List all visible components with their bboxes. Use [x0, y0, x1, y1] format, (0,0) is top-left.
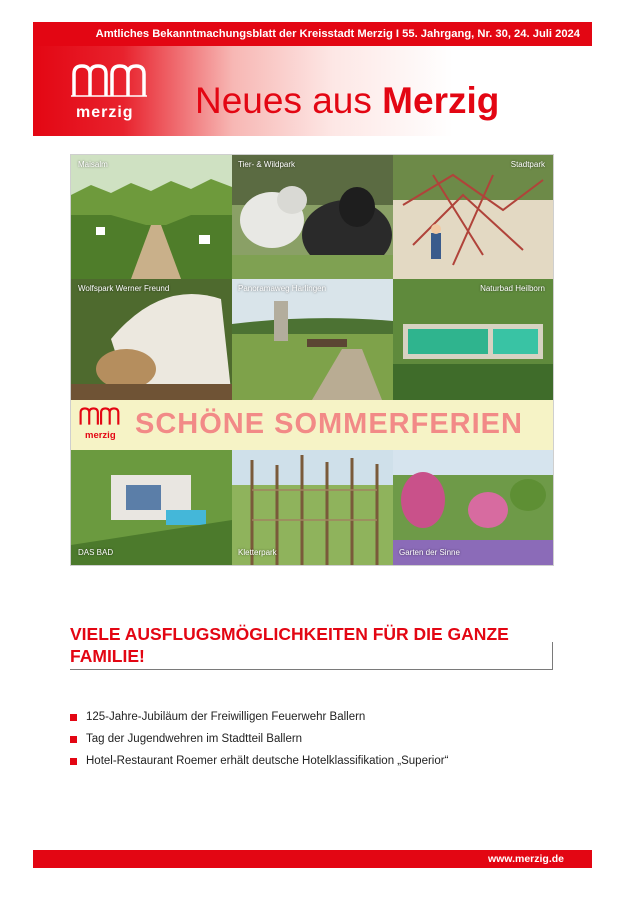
summer-collage — [70, 154, 554, 566]
tile-label: Maisalm — [78, 160, 108, 169]
photo-tierpark — [232, 155, 393, 279]
list-item-text: Hotel-Restaurant Roemer erhält deutsche Hotelklassifikation „Superior“ — [86, 755, 449, 767]
bullet-square-icon — [70, 736, 77, 743]
photo-maisalm — [71, 155, 232, 279]
tile-label: Tier- & Wildpark — [238, 160, 296, 169]
photo-panoramaweg — [232, 279, 393, 400]
mm-logo-icon — [71, 60, 149, 100]
banner-heading: SCHÖNE SOMMERFERIEN — [135, 408, 523, 440]
article-headline: VIELE AUSFLUGSMÖGLICHKEITEN FÜR DIE GANZE FAMILIE! — [70, 624, 509, 666]
headline-rule — [70, 669, 553, 670]
tile-label: Kletterpark — [238, 548, 277, 557]
tile-label: DAS BAD — [78, 548, 114, 557]
photo-stadtpark — [393, 155, 553, 279]
tile-label: Wolfspark Werner Freund — [78, 284, 170, 293]
logo-wordmark: merzig — [76, 104, 134, 121]
list-item-text: 125-Jahre-Jubiläum der Freiwilligen Feuerwehr Ballern — [86, 711, 366, 723]
title-regular: Neues aus — [195, 80, 372, 121]
tile-label: Garten der Sinne — [399, 548, 460, 557]
photo-kletterpark — [232, 450, 393, 565]
photo-naturbad — [393, 279, 553, 400]
photo-wolfspark — [71, 279, 232, 400]
list-item — [70, 728, 448, 750]
page-title — [195, 80, 499, 122]
photo-das-bad — [71, 450, 232, 565]
list-item-text: Tag der Jugendwehren im Stadtteil Ballern — [86, 733, 303, 745]
header-banner — [33, 46, 592, 136]
merzig-logo — [71, 60, 156, 126]
tile-label: Stadtpark — [510, 160, 545, 169]
bullet-square-icon — [70, 758, 77, 765]
list-item — [70, 706, 448, 728]
footer-bar — [33, 850, 592, 868]
topic-list — [70, 706, 448, 772]
masthead-bar — [33, 22, 592, 46]
banner-logo — [79, 405, 131, 445]
photo-garten-der-sinne — [393, 450, 553, 565]
mm-logo-icon — [79, 405, 121, 427]
bullet-square-icon — [70, 714, 77, 721]
summer-banner — [71, 400, 553, 450]
masthead-text: Amtliches Bekanntmachungsblatt der Kreisstadt Merzig I 55. Jahrgang, Nr. 30, 24. Juli 2024 — [95, 28, 580, 40]
headline-rule-vertical — [552, 642, 553, 670]
tile-label: Panoramaweg Harlingen — [238, 284, 327, 293]
title-bold: Merzig — [382, 80, 500, 121]
tile-label: Naturbad Heilborn — [480, 284, 545, 293]
list-item — [70, 750, 448, 772]
footer-url[interactable]: www.merzig.de — [487, 853, 564, 865]
banner-logo-word: merzig — [85, 430, 116, 441]
